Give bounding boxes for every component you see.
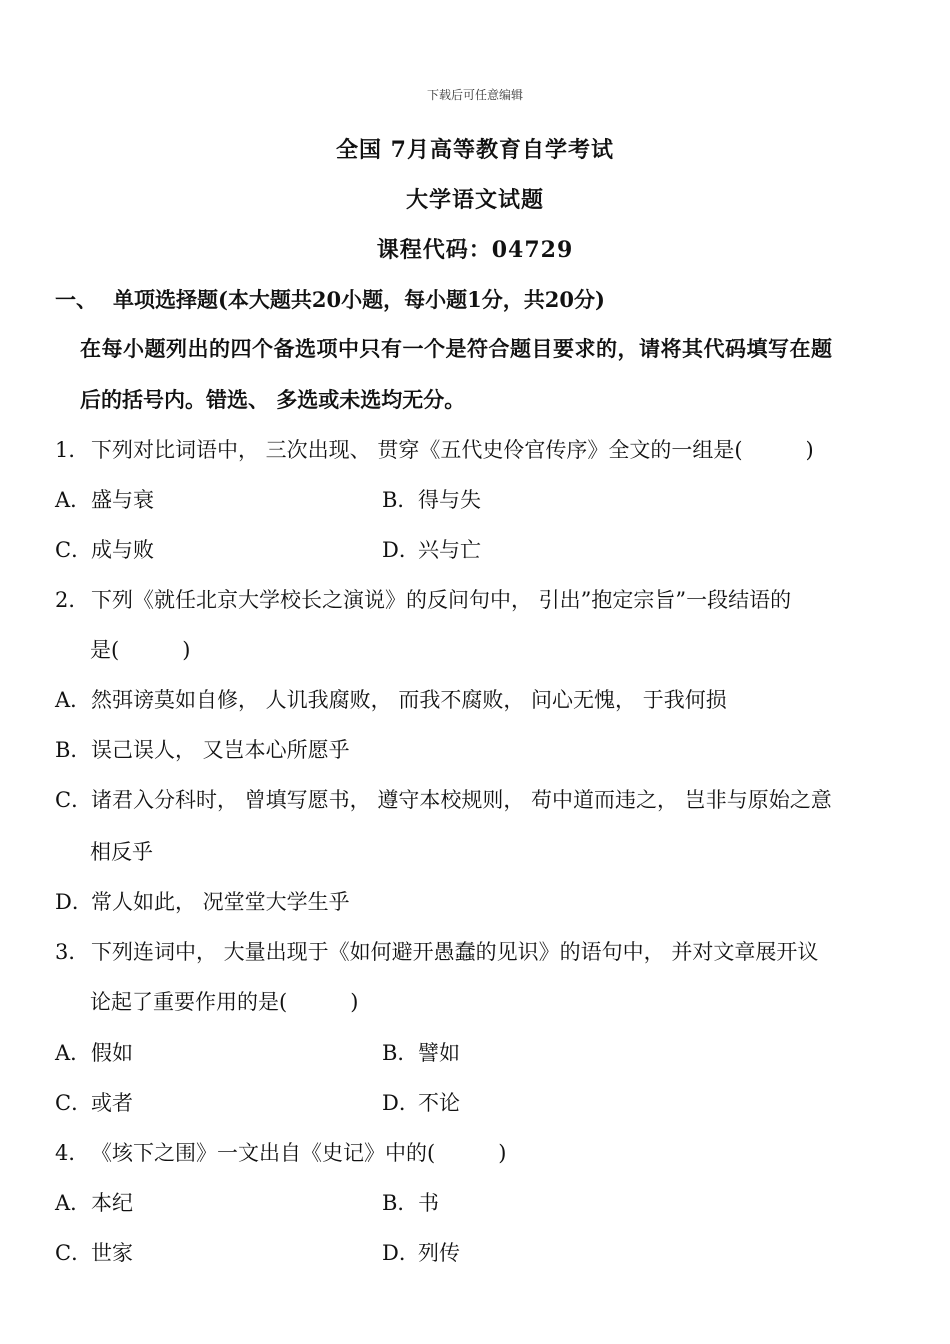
option-label: C． <box>55 1091 93 1115</box>
option-label: D． <box>382 1241 420 1265</box>
option-label: B． <box>382 1041 419 1065</box>
option-text: 或者 <box>91 1091 133 1115</box>
instruction-line-1: 在每小题列出的四个备选项中只有一个是符合题目要求的，请将其代码填写在题 <box>80 336 833 361</box>
question-4-stem <box>55 1137 506 1167</box>
question-3-option-b <box>382 1037 460 1067</box>
question-number: 1． <box>55 438 90 462</box>
section-heading-text: 单项选择题(本大题共20小题，每小题1分，共20分) <box>113 287 605 312</box>
question-number: 3． <box>55 940 90 964</box>
question-4-option-d <box>382 1237 460 1267</box>
option-text: 然弭谤莫如自修， 人讥我腐败， 而我不腐败， 问心无愧， 于我何损 <box>91 688 727 712</box>
option-label: A． <box>55 1041 92 1065</box>
option-text: 常人如此， 况堂堂大学生乎 <box>91 890 350 914</box>
option-text: 书 <box>418 1191 439 1215</box>
question-3-option-a <box>55 1037 133 1067</box>
question-2-option-c <box>55 784 832 814</box>
option-label: A． <box>55 688 92 712</box>
option-label: D． <box>382 1091 420 1115</box>
question-1-option-b <box>382 484 481 514</box>
question-2-option-b <box>55 734 350 764</box>
question-3-stem-cont: 论起了重要作用的是( ) <box>90 990 359 1014</box>
instruction-line-2: 后的括号内。错选、 多选或未选均无分。 <box>80 387 466 412</box>
option-text: 盛与衰 <box>91 488 154 512</box>
option-label: B． <box>382 488 419 512</box>
section-number: 一、 <box>55 287 97 312</box>
course-code: 课程代码：04729 <box>376 237 574 263</box>
question-4-option-c <box>55 1237 133 1267</box>
option-text: 假如 <box>91 1041 133 1065</box>
option-text: 不论 <box>418 1091 460 1115</box>
option-label: D． <box>55 890 93 914</box>
option-label: A． <box>55 488 92 512</box>
option-text: 得与失 <box>418 488 481 512</box>
question-1-option-c <box>55 534 154 564</box>
question-3-stem <box>55 936 818 966</box>
subject-title: 大学语文试题 <box>405 187 544 213</box>
option-text: 成与败 <box>91 538 154 562</box>
option-label: A． <box>55 1191 92 1215</box>
question-text: 下列对比词语中， 三次出现、 贯穿《五代史伶官传序》全文的一组是( ) <box>91 438 814 462</box>
option-text: 世家 <box>91 1241 133 1265</box>
question-4-option-b <box>382 1187 439 1217</box>
question-2-option-c-cont: 相反乎 <box>90 840 153 864</box>
question-text: 《垓下之围》一文出自《史记》中的( ) <box>91 1141 507 1165</box>
question-text: 下列《就任北京大学校长之演说》的反问句中， 引出”抱定宗旨”一段结语的 <box>91 588 792 612</box>
option-text: 列传 <box>418 1241 460 1265</box>
section-heading <box>55 284 605 314</box>
question-2-option-d <box>55 886 350 916</box>
question-3-option-c <box>55 1087 133 1117</box>
exam-title: 全国 7月高等教育自学考试 <box>336 137 614 163</box>
option-text: 诸君入分科时， 曾填写愿书， 遵守本校规则， 苟中道而违之， 岂非与原始之意 <box>91 788 832 812</box>
question-4-option-a <box>55 1187 133 1217</box>
question-1-option-a <box>55 484 154 514</box>
question-2-option-a <box>55 684 727 714</box>
option-text: 兴与亡 <box>418 538 481 562</box>
question-number: 4． <box>55 1141 90 1165</box>
question-2-stem <box>55 584 791 614</box>
option-label: C． <box>55 538 93 562</box>
option-label: B． <box>382 1191 419 1215</box>
question-2-stem-cont: 是( ) <box>90 638 191 662</box>
header-note: 下载后可任意编辑 <box>426 88 523 102</box>
option-label: B． <box>55 738 92 762</box>
option-text: 本纪 <box>91 1191 133 1215</box>
question-3-option-d <box>382 1087 460 1117</box>
option-text: 譬如 <box>418 1041 460 1065</box>
option-label: C． <box>55 788 93 812</box>
option-text: 误己误人， 又岂本心所愿乎 <box>91 738 350 762</box>
question-1-option-d <box>382 534 481 564</box>
option-label: C． <box>55 1241 93 1265</box>
question-1-stem <box>55 434 814 464</box>
option-label: D． <box>382 538 420 562</box>
question-number: 2． <box>55 588 90 612</box>
question-text: 下列连词中， 大量出现于《如何避开愚蠢的见识》的语句中， 并对文章展开议 <box>91 940 819 964</box>
